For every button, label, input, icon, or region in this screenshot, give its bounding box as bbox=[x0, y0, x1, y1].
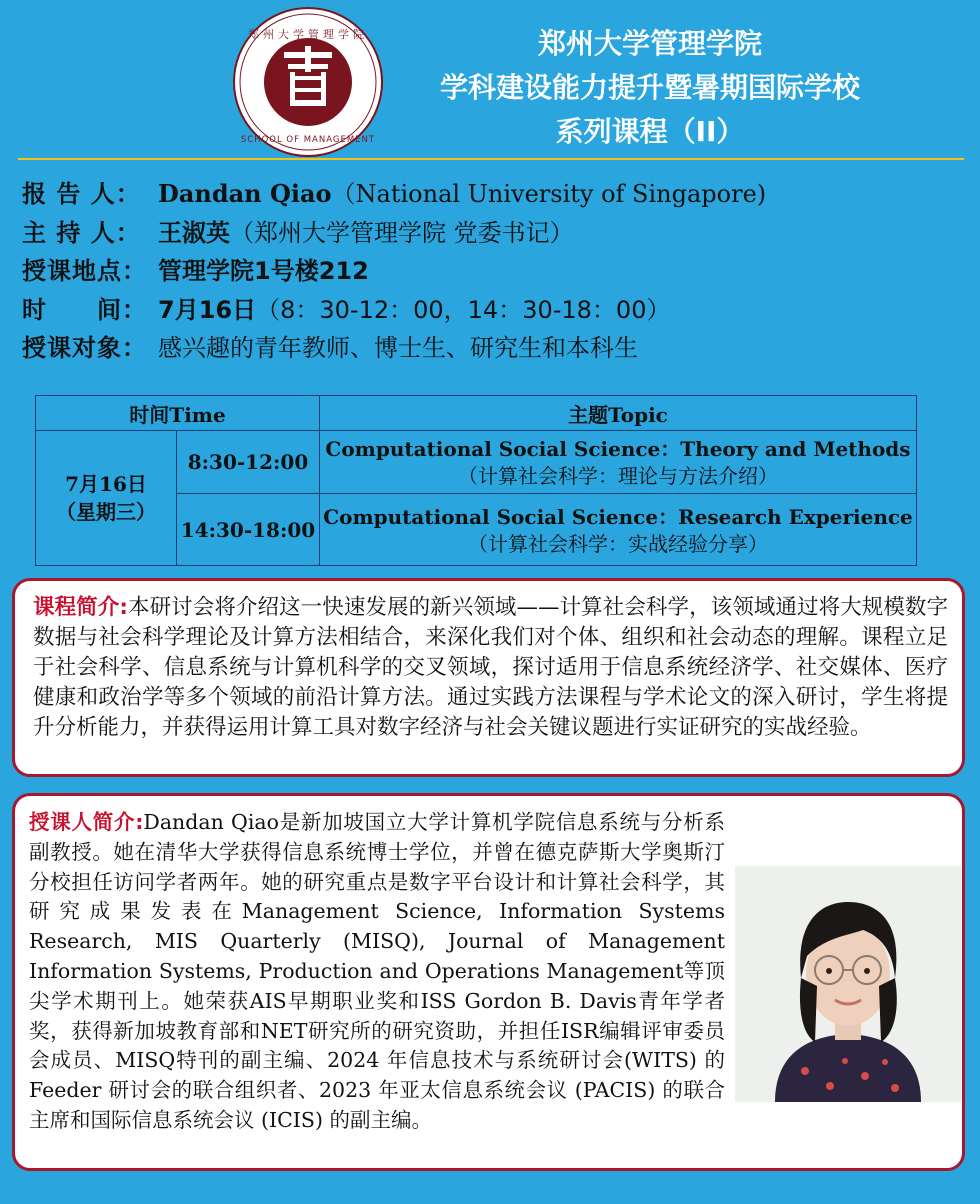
schedule-time-cell: 8:30-12:00 bbox=[177, 431, 320, 494]
schedule-date: 7月16日 bbox=[65, 472, 147, 496]
host-name: 王淑英 bbox=[158, 218, 230, 247]
audience-label: 授课对象： bbox=[22, 334, 147, 362]
host-affiliation: （郑州大学管理学院 党委书记） bbox=[230, 218, 574, 247]
topic-english: Computational Social Science：Research Experience bbox=[323, 504, 913, 529]
course-intro-panel bbox=[12, 578, 965, 777]
time-row bbox=[22, 290, 962, 329]
speaker-bio-body: Dandan Qiao是新加坡国立大学计算机学院信息系统与分析系副教授。她在清华大学获得信息系统博士学位，并曾在德克萨斯大学奥斯汀分校担任访问学者两年。她的研究重点是数字平台设计和计算社会科学，其研究成果发表在Management Science, Information Systems Research, MIS Quarterly (MISQ), Journal of Management Information Systems, Production and Operations Management等顶尖学术期刊上。她荣获AIS早期职业奖和ISS Gordon B. Davis青年学者奖，获得新加坡教育部和NET研究所的研究资助，并担任ISR编辑评审委员会成员、MISQ特刊的副主编、2024 年信息技术与系统研讨会(WITS) 的 Feeder 研讨会的联合组织者、2023 年亚太信息系统会议 (PACIS) 的联合主席和国际信息系统会议 (ICIS) 的副主编。 bbox=[29, 810, 725, 1132]
speaker-bio-panel bbox=[12, 793, 965, 1171]
schedule-header-row bbox=[36, 396, 917, 431]
schedule-topic-cell bbox=[320, 431, 917, 494]
speaker-bio-heading: 授课人简介: bbox=[29, 810, 144, 834]
title-line-2: 学科建设能力提升暨暑期国际学校 bbox=[439, 71, 860, 104]
title-line-1: 郑州大学管理学院 bbox=[537, 27, 762, 60]
course-intro-body: 本研讨会将介绍这一快速发展的新兴领域——计算社会科学，该领域通过将大规模数字数据与社会科学理论及计算方法相结合，来深化我们对个体、组织和社会动态的理解。课程立足于社会科学、信息系统与计算机科学的交叉领域，探讨适用于信息系统经济学、社交媒体、医疗健康和政治学等多个领域的前沿计算方法。通过实践方法课程与学术论文的深入研讨，学生将提升分析能力，并获得运用计算工具对数字经济与社会关键议题进行实证研究的实战经验。 bbox=[33, 595, 948, 740]
schedule-date-cell bbox=[36, 431, 177, 566]
speaker-label: 报 告 人： bbox=[22, 180, 141, 208]
schedule-weekday: （星期三） bbox=[56, 500, 156, 524]
schedule-header-topic: 主题Topic bbox=[320, 396, 917, 431]
time-detail: （8：30-12：00，14：30-18：00） bbox=[256, 295, 671, 324]
time-label: 时 间： bbox=[22, 295, 147, 324]
venue-value: 管理学院1号楼212 bbox=[158, 257, 369, 285]
title-divider bbox=[18, 158, 964, 160]
schedule-header-time: 时间Time bbox=[36, 396, 320, 431]
event-info bbox=[22, 174, 962, 367]
topic-chinese: （计算社会科学：理论与方法介绍） bbox=[458, 464, 778, 488]
topic-english: Computational Social Science：Theory and Methods bbox=[325, 437, 911, 461]
schedule-topic-cell bbox=[320, 494, 917, 566]
school-logo bbox=[228, 6, 388, 158]
speaker-name: Dandan Qiao bbox=[158, 179, 332, 208]
speaker-row bbox=[22, 174, 962, 213]
host-label: 主 持 人： bbox=[22, 218, 141, 247]
venue-label: 授课地点： bbox=[22, 257, 147, 285]
title-line-3: 系列课程（II） bbox=[555, 115, 745, 148]
schedule-table bbox=[35, 395, 917, 566]
logo-seal-cn: 郑州大学管理学院 bbox=[248, 28, 368, 41]
topic-chinese: （计算社会科学：实战经验分享） bbox=[468, 531, 768, 556]
page-title bbox=[400, 22, 900, 154]
speaker-bio-text bbox=[29, 808, 725, 1136]
schedule-row bbox=[36, 431, 917, 494]
schedule-time-cell: 14:30-18:00 bbox=[177, 494, 320, 566]
logo-seal-en: SCHOOL OF MANAGEMENT bbox=[240, 135, 376, 145]
course-intro-text bbox=[33, 593, 948, 743]
audience-value: 感兴趣的青年教师、博士生、研究生和本科生 bbox=[158, 334, 638, 362]
venue-row bbox=[22, 251, 962, 290]
time-date: 7月16日 bbox=[158, 295, 257, 324]
speaker-photo bbox=[735, 866, 961, 1102]
course-intro-heading: 课程简介: bbox=[33, 595, 128, 620]
audience-row bbox=[22, 328, 962, 367]
header bbox=[0, 0, 980, 160]
host-row bbox=[22, 213, 962, 252]
speaker-affiliation: （National University of Singapore) bbox=[331, 180, 767, 208]
